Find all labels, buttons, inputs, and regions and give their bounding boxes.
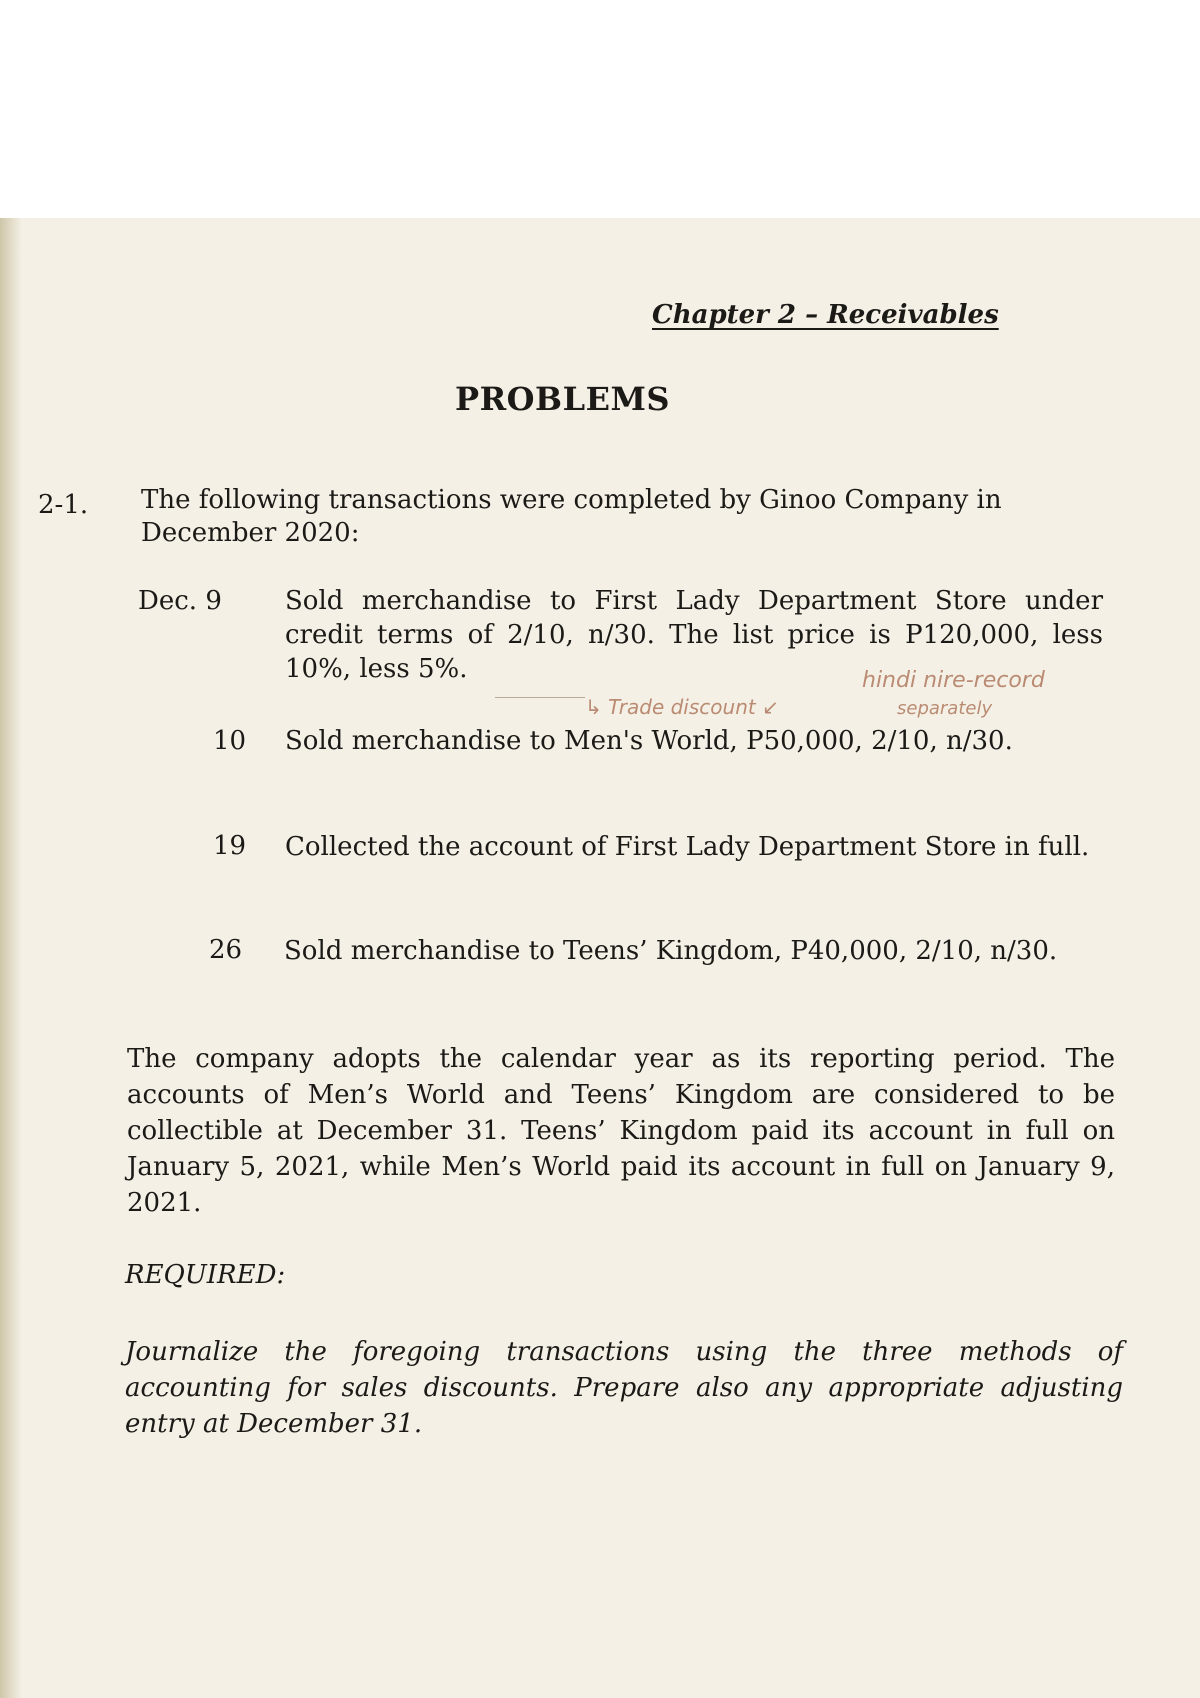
problem-paragraph: The company adopts the calendar year as its reporting period. The accounts of Men’s World and Teens’ Kingdom are considered to be collectible at December 31. Teens’ Kingdom paid its account in full on January 5, 2021, while Men’s World paid its account in full on January 9, 2021. — [127, 1044, 1115, 1218]
handwritten-note-1: hindi nire-record — [862, 668, 1045, 693]
transaction-text-3: Collected the account of First Lady Department Store in full. — [285, 832, 1090, 862]
section-heading: PROBLEMS — [455, 380, 670, 418]
page-edge-shadow — [0, 218, 22, 1698]
handwritten-note-2: separately — [897, 698, 993, 719]
transaction-date-1: Dec. 9 — [138, 586, 222, 616]
problem-intro: The following transactions were completed by Ginoo Company in December 2020: — [141, 485, 1002, 548]
handwritten-note-3: ↳ Trade discount ↙ — [585, 695, 779, 719]
transaction-date-2: 10 — [213, 726, 247, 756]
transaction-text-1: Sold merchandise to First Lady Department Store under credit terms of 2/10, n/30. The list price is P120,000, less 10%, less 5%. — [285, 586, 1103, 684]
pencil-mark — [495, 697, 585, 698]
transaction-date-3: 19 — [213, 831, 247, 861]
required-label: REQUIRED: — [125, 1260, 286, 1290]
transaction-date-4: 26 — [209, 935, 243, 965]
transaction-text-4: Sold merchandise to Teens’ Kingdom, P40,000, 2/10, n/30. — [284, 936, 1058, 966]
transaction-text-2: Sold merchandise to Men's World, P50,000, 2/10, n/30. — [285, 726, 1013, 756]
problem-instruction: Journalize the foregoing transactions using the three methods of accounting for sales discounts. Prepare also any appropriate adjusting entry at December 31. — [125, 1337, 1123, 1439]
problem-number: 2-1. — [38, 490, 89, 520]
chapter-title: Chapter 2 – Receivables — [652, 300, 999, 330]
